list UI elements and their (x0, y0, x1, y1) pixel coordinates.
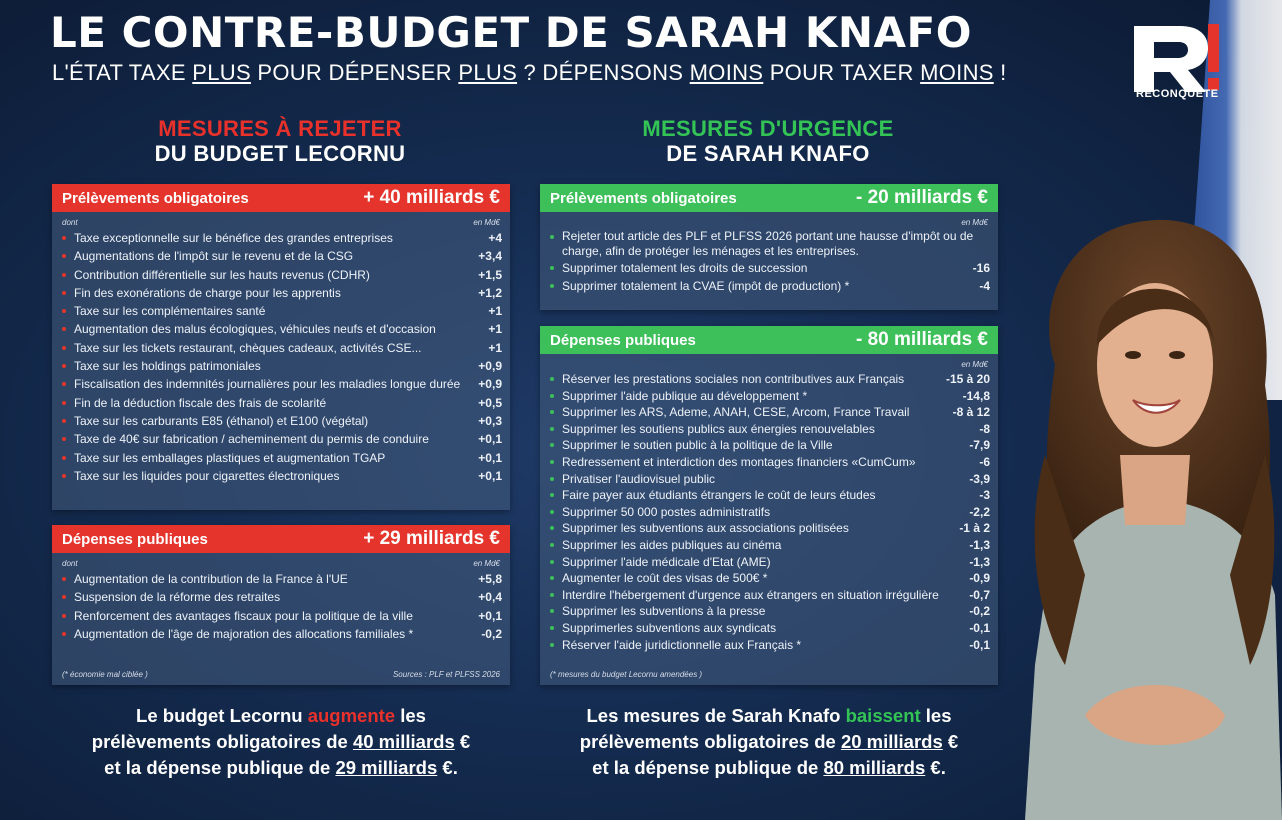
measure-row (550, 637, 990, 654)
bullet-icon (62, 346, 66, 350)
measure-value: +1 (488, 304, 502, 319)
panel-meta (52, 212, 510, 229)
measure-text: Taxe sur les carburants E85 (éthanol) et E100 (végétal) (74, 413, 369, 428)
bullet-icon (550, 643, 554, 647)
left-conclusion (52, 703, 510, 781)
measure-text: Fin de la déduction fiscale des frais de scolarité (74, 395, 327, 410)
panel-header-label: Dépenses publiques (62, 530, 208, 548)
measure-value: +0,3 (478, 413, 502, 428)
measure-row (62, 430, 502, 448)
conclusion-part: € (942, 731, 959, 752)
panel-header-total: + 40 milliards € (363, 187, 500, 208)
panel-header-label: Prélèvements obligatoires (62, 189, 249, 207)
panel-header (52, 525, 510, 553)
conclusion-part: prélèvements obligatoires de (91, 731, 353, 752)
panel-header (540, 184, 998, 212)
measure-value: -7,9 (969, 438, 990, 453)
measure-text: Taxe sur les emballages plastiques et augmentation TGAP (74, 450, 386, 465)
measure-value: -2,2 (969, 504, 990, 519)
measure-text: Supprimer l'aide médicale d'Etat (AME) (562, 554, 771, 569)
measure-value: -15 à 20 (945, 372, 990, 386)
measure-text: Fiscalisation des indemnités journalières pour les maladies longue durée (74, 377, 461, 392)
meta-unit: en Md€ (473, 218, 500, 227)
measure-value: -1,3 (969, 554, 990, 569)
bullet-icon (550, 609, 554, 613)
measure-row (550, 620, 990, 637)
measure-text: Taxe sur les liquides pour cigarettes électroniques (74, 468, 340, 483)
measure-text: Taxe exceptionnelle sur le bénéfice des grandes entreprises (74, 231, 393, 245)
bullet-icon (62, 474, 66, 478)
measure-text: Réserver les prestations sociales non contributives aux Français (562, 372, 905, 386)
panel-footnote (540, 670, 998, 679)
measure-text: Supprimer les aides publiques au cinéma (562, 537, 782, 552)
portrait-image (1025, 195, 1282, 820)
conclusion-part: Les mesures de Sarah Knafo (586, 705, 846, 726)
measure-row (550, 537, 990, 554)
measure-value: -8 (979, 421, 990, 436)
measure-text: Faire payer aux étudiants étrangers le coût de leurs études (562, 488, 876, 503)
measure-value: +0,4 (478, 590, 502, 605)
measure-text: Réserver l'aide juridictionnelle aux Français * (562, 637, 802, 652)
measure-row (550, 277, 990, 295)
measure-text: Taxe sur les tickets restaurant, chèques cadeaux, activités CSE... (74, 340, 422, 355)
bullet-icon (62, 364, 66, 368)
measure-text: Augmentations de l'impôt sur le revenu et de la CSG (74, 249, 354, 264)
measure-text: Redressement et interdiction des montages financiers «CumCum» (562, 454, 916, 469)
bullet-icon (550, 526, 554, 530)
conclusion-part: € (454, 731, 471, 752)
measure-row (62, 570, 502, 588)
bullet-icon (62, 577, 66, 581)
sources-text: Sources : PLF et PLFSS 2026 (392, 670, 500, 679)
panel-header-total: - 20 milliards € (855, 187, 988, 208)
measure-value: -6 (979, 454, 990, 469)
measure-text: Supprimer totalement la CVAE (impôt de production) * (562, 279, 850, 294)
bullet-icon (550, 493, 554, 497)
measure-text: Renforcement des avantages fiscaux pour la politique de la ville (74, 608, 413, 623)
measure-value: -1,3 (969, 537, 990, 552)
measure-row (62, 467, 502, 485)
measure-row (550, 229, 990, 259)
bullet-icon (550, 460, 554, 464)
conclusion-highlight: baissent (845, 705, 921, 726)
measure-value: -0,9 (969, 571, 990, 586)
measure-text: Augmentation de l'âge de majoration des allocations familiales * (74, 626, 414, 641)
subtitle-part: MOINS (689, 60, 764, 85)
measure-value: +4 (488, 231, 502, 245)
bullet-icon (550, 576, 554, 580)
measure-text: Supprimer les soutiens publics aux énergies renouvelables (562, 421, 875, 436)
measure-value: +0,5 (478, 395, 502, 410)
bullet-icon (62, 327, 66, 331)
measure-value: +0,1 (478, 432, 502, 447)
measure-text: Supprimer 50 000 postes administratifs (562, 504, 771, 519)
measure-text: Augmentation de la contribution de la France à l'UE (74, 572, 348, 586)
measure-row (550, 404, 990, 421)
panel-header (52, 184, 510, 212)
measure-row (62, 284, 502, 302)
measure-value: +1 (488, 322, 502, 337)
bullet-icon (62, 254, 66, 258)
right-prelevements-panel (540, 184, 998, 310)
measure-value: -0,2 (969, 604, 990, 619)
panel-header-label: Dépenses publiques (550, 331, 696, 349)
conclusion-part: Le budget Lecornu (136, 705, 308, 726)
measure-row (62, 339, 502, 357)
right-conclusion (530, 703, 1008, 781)
bullet-icon (550, 410, 554, 414)
footnote-text: (* mesures du budget Lecornu amendées ) (550, 670, 703, 679)
measure-row (550, 388, 990, 405)
conclusion-part: €. (437, 757, 458, 778)
measure-text: Supprimer totalement les droits de succession (562, 261, 808, 275)
measure-row (550, 603, 990, 620)
measure-row (62, 394, 502, 412)
measure-row (550, 504, 990, 521)
measure-text: Suspension de la réforme des retraites (74, 590, 281, 605)
measure-row (62, 357, 502, 375)
measure-row (62, 588, 502, 606)
right-column-heading (568, 116, 968, 166)
measure-value: +0,1 (478, 450, 502, 465)
measure-value: -0,1 (969, 637, 990, 652)
bullet-icon (62, 456, 66, 460)
conclusion-part: prélèvements obligatoires de (579, 731, 841, 752)
subtitle-part: POUR DÉPENSER (250, 60, 459, 85)
measure-text: Supprimer les ARS, Ademe, ANAH, CESE, Arcom, France Travail (562, 405, 910, 420)
panel-meta (540, 212, 998, 229)
measure-text: Supprimer les subventions à la presse (562, 604, 766, 619)
subtitle-part: L'ÉTAT TAXE (52, 60, 193, 85)
measure-value: +5,8 (478, 572, 502, 586)
bullet-icon (550, 284, 554, 288)
measure-row (550, 570, 990, 587)
bullet-icon (62, 401, 66, 405)
conclusion-amount: 29 milliards (335, 757, 438, 778)
bullet-icon (550, 427, 554, 431)
bullet-icon (550, 477, 554, 481)
measure-value: -3,9 (969, 471, 990, 486)
measure-text: Contribution différentielle sur les hauts revenus (CDHR) (74, 267, 370, 282)
measure-value: +0,1 (478, 608, 502, 623)
right-heading-line1: MESURES D'URGENCE (642, 116, 894, 141)
subtitle-part: PLUS (458, 60, 518, 85)
measure-row (62, 607, 502, 625)
conclusion-part: €. (925, 757, 946, 778)
measure-text: Rejeter tout article des PLF et PLFSS 2026 portant une hausse d'impôt ou de charge, afin de protéger les ménages et les entreprises. (562, 229, 974, 258)
bullet-icon (550, 394, 554, 398)
meta-dont: dont (62, 218, 78, 227)
panel-footnote (52, 670, 510, 679)
panel-header (540, 326, 998, 354)
measure-row (550, 437, 990, 454)
bullet-icon (62, 419, 66, 423)
footnote-text: (* économie mal ciblée ) (62, 670, 148, 679)
subtitle-part: PLUS (192, 60, 251, 85)
measure-text: Taxe sur les holdings patrimoniales (74, 359, 261, 374)
measure-text: Interdire l'hébergement d'urgence aux étrangers en situation irrégulière (562, 587, 939, 602)
measure-text: Taxe de 40€ sur fabrication / acheminement du permis de conduire (74, 432, 429, 447)
measure-list (52, 229, 510, 485)
measure-row (550, 487, 990, 504)
bullet-icon (550, 560, 554, 564)
left-heading-line2: DU BUDGET LECORNU (154, 141, 406, 166)
subtitle-part: ! (993, 60, 1007, 85)
bullet-icon (550, 443, 554, 447)
measure-value: -8 à 12 (952, 405, 990, 420)
measure-text: Privatiser l'audiovisuel public (562, 471, 716, 486)
measure-text: Supprimer les subventions aux associations politisées (562, 521, 849, 536)
page-title: LE CONTRE-BUDGET DE SARAH KNAFO (50, 8, 972, 57)
bullet-icon (62, 382, 66, 386)
measure-text: Taxe sur les complémentaires santé (74, 304, 266, 319)
page-subtitle (52, 60, 1007, 86)
measure-row (62, 625, 502, 643)
measure-value: -0,7 (969, 587, 990, 602)
conclusion-amount: 80 milliards (823, 757, 926, 778)
conclusion-part: les (395, 705, 426, 726)
subtitle-part: MOINS (920, 60, 994, 85)
measure-text: Supprimer l'aide publique au développement * (562, 388, 808, 403)
right-depenses-panel (540, 326, 998, 685)
measure-row (62, 375, 502, 393)
left-prelevements-panel (52, 184, 510, 510)
measure-value: -0,1 (969, 620, 990, 635)
meta-unit: en Md€ (961, 360, 988, 369)
measure-value: -16 (972, 261, 990, 275)
measure-value: +1,2 (478, 285, 502, 300)
measure-list (540, 371, 998, 653)
subtitle-part: POUR TAXER (763, 60, 921, 85)
left-heading-line1: MESURES À REJETER (158, 116, 402, 141)
measure-text: Augmenter le coût des visas de 500€ * (562, 571, 768, 586)
meta-unit: en Md€ (473, 559, 500, 568)
left-column-heading (80, 116, 480, 166)
panel-meta (52, 553, 510, 570)
measure-value: +1 (488, 340, 502, 355)
bullet-icon (62, 632, 66, 636)
measure-row (62, 266, 502, 284)
meta-unit: en Md€ (961, 218, 988, 227)
left-depenses-panel (52, 525, 510, 685)
measure-row (62, 412, 502, 430)
bullet-icon (62, 273, 66, 277)
conclusion-highlight: augmente (307, 705, 396, 726)
bullet-icon (550, 626, 554, 630)
measure-value: +1,5 (478, 267, 502, 282)
measure-value: -1 à 2 (959, 521, 990, 536)
bullet-icon (62, 309, 66, 313)
measure-row (62, 247, 502, 265)
bullet-icon (550, 593, 554, 597)
bullet-icon (550, 377, 554, 381)
measure-list (540, 229, 998, 296)
measure-row (550, 371, 990, 388)
measure-value: -3 (979, 488, 990, 503)
measure-row (62, 229, 502, 247)
logo-label: RECONQUÊTE (1136, 88, 1219, 100)
panel-header-total: + 29 milliards € (363, 528, 500, 549)
measure-value: +0,9 (478, 359, 502, 374)
conclusion-amount: 40 milliards (352, 731, 455, 752)
panel-header-total: - 80 milliards € (855, 329, 988, 350)
panel-meta (540, 354, 998, 371)
measure-value: -0,2 (481, 626, 502, 641)
measure-value: +3,4 (478, 249, 502, 264)
measure-row (550, 520, 990, 537)
measure-row (62, 449, 502, 467)
measure-list (52, 570, 510, 643)
measure-row (550, 587, 990, 604)
bullet-icon (550, 510, 554, 514)
conclusion-part: et la dépense publique de (592, 757, 824, 778)
measure-row (550, 421, 990, 438)
measure-text: Augmentation des malus écologiques, véhicules neufs et d'occasion (74, 322, 436, 337)
panel-header-label: Prélèvements obligatoires (550, 189, 737, 207)
bullet-icon (550, 543, 554, 547)
measure-value: -4 (979, 279, 990, 294)
meta-dont: dont (62, 559, 78, 568)
measure-row (550, 554, 990, 571)
bullet-icon (62, 614, 66, 618)
measure-row (550, 471, 990, 488)
measure-value: +0,1 (478, 468, 502, 483)
measure-value: +0,9 (478, 377, 502, 392)
measure-row (62, 320, 502, 338)
bullet-icon (62, 236, 66, 240)
conclusion-amount: 20 milliards (840, 731, 943, 752)
measure-row (550, 259, 990, 277)
measure-value: -14,8 (962, 388, 990, 403)
conclusion-part: les (920, 705, 952, 726)
bullet-icon (62, 595, 66, 599)
bullet-icon (550, 235, 554, 239)
bullet-icon (62, 291, 66, 295)
measure-text: Supprimer le soutien public à la politique de la Ville (562, 438, 833, 453)
measure-text: Fin des exonérations de charge pour les apprentis (74, 285, 341, 300)
measure-text: Supprimerles subventions aux syndicats (562, 620, 777, 635)
right-heading-line2: DE SARAH KNAFO (666, 141, 870, 166)
conclusion-part: et la dépense publique de (104, 757, 336, 778)
measure-row (550, 454, 990, 471)
subtitle-part: ? DÉPENSONS (517, 60, 690, 85)
bullet-icon (62, 437, 66, 441)
measure-row (62, 302, 502, 320)
bullet-icon (550, 266, 554, 270)
